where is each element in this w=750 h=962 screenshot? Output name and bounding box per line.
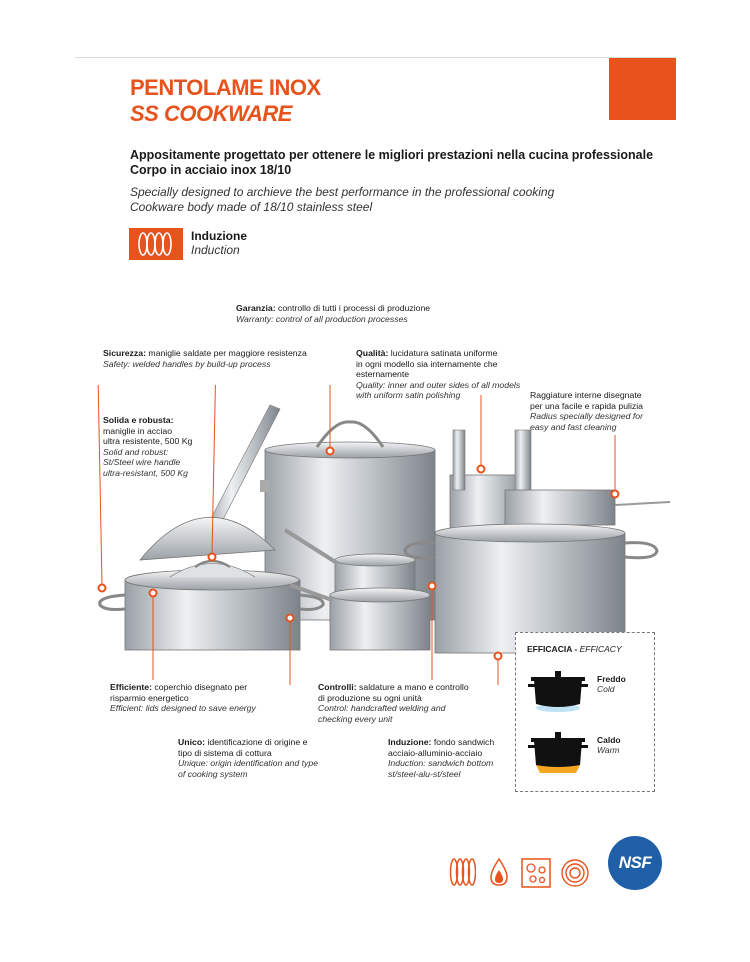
note-induzione-en-1: Induction: sandwich bottom [388,758,494,768]
note-unico-key: Unico: [178,737,206,747]
note-solida [103,415,233,478]
note-controlli [318,682,493,724]
note-unico-it-1: identificazione di origine e [205,737,308,747]
page-subtitle: SS COOKWARE [130,101,292,126]
efficacy-title-it: EFFICACIA - [527,644,580,654]
callout-dot-garanzia [327,448,334,455]
description-italian [130,148,690,178]
note-raggiature-en-1: Radius specially designed for [530,411,644,421]
induction-icon [129,228,183,260]
note-efficiente [110,682,280,714]
efficacy-cold [597,674,626,694]
note-solida-it-2: ultra resistente, 500 Kg [103,436,193,446]
note-controlli-en-2: checking every unit [318,713,393,724]
note-unico-en-1: Unique: origin identification and type [178,758,319,768]
note-garanzia-en: Warranty: control of all production processes [236,313,408,324]
note-qualita-key: Qualità: [356,348,389,358]
callout-dot-controlli [429,583,436,590]
note-efficiente-key: Efficiente: [110,682,152,692]
description-it-line-1: Appositamente progettato per ottenere le migliori prestazioni nella cucina professionale [130,148,654,162]
note-solida-en-1: Solid and robust: [103,446,169,457]
induction-sublabel: Induction [191,243,240,257]
note-controlli-it-2: di produzione su ogni unità [318,692,422,703]
description-english [130,185,690,215]
note-solida-it-1: maniglie in acciao [103,425,173,436]
efficacy-warm [597,735,621,755]
note-controlli-key: Controlli: [318,682,357,692]
gas-flame-icon [488,856,510,888]
domed-lid [140,517,275,560]
efficacy-title [527,644,622,654]
note-controlli-it-1: saldature a mano e controllo [356,682,469,692]
note-solida-en-3: ultra-resistant, 500 Kg [103,467,188,478]
note-induzione-en-2: st/steel-alu-st/steel [388,768,461,779]
callout-dot-efficiente [150,590,157,597]
note-unico-en-2: of cooking system [178,768,248,779]
note-qualita-it-2: in ogni modello sia internamente che [356,358,498,369]
nsf-badge-text: NSF [618,853,652,872]
note-raggiature-en-2: easy and fast cleaning [530,421,617,432]
description-en-line-1: Specially designed to archieve the best performance in the professional cooking [130,185,555,199]
note-raggiature-it-2: per una facile e rapida pulizia [530,400,644,411]
page-title: PENTOLAME INOX [130,75,321,100]
note-sicurezza-key: Sicurezza: [103,348,146,358]
callout-dot-qualita [478,466,485,473]
note-efficiente-it-1: coperchio disegnato per [152,682,248,692]
note-induzione-it-2: acciaio-alluminio-acciaio [388,747,483,758]
note-unico-it-2: tipo di sistema di cottura [178,747,272,758]
induction-coil-icon [448,856,476,888]
warm-pot-icon [528,725,592,777]
note-raggiature [530,390,670,432]
top-rule [75,57,676,58]
callout-dot-raggiature [612,491,619,498]
note-induzione-key: Induzione: [388,737,432,747]
note-qualita [356,348,531,401]
description-en-line-2: Cookware body made of 18/10 stainless steel [130,200,373,214]
note-induzione [388,737,518,779]
note-garanzia-it: controllo di tutti i processi di produzione [275,303,431,313]
callout-line-sicurezza [85,385,102,585]
electric-hob-icon [521,858,551,888]
efficacy-cold-label: Freddo [597,674,626,684]
note-qualita-it-3: esternamente [356,369,410,379]
note-solida-key: Solida e robusta: [103,415,174,425]
note-induzione-it-1: fondo sandwich [431,737,495,747]
note-solida-en-2: St/Steel wire handle [103,457,181,467]
description-it-line-2: Corpo in acciaio inox 18/10 [130,163,292,177]
efficacy-title-en: EFFICACY [579,644,622,654]
brand-color-block [609,58,676,120]
note-efficiente-en: Efficient: lids designed to save energy [110,703,256,713]
induction-label: Induzione [191,229,247,243]
efficacy-warm-sub: Warm [597,745,620,755]
callout-dot-solida [209,554,216,561]
callout-dot-sicurezza [99,585,106,592]
note-garanzia [236,303,496,324]
radiant-plate-icon [560,858,590,888]
efficacy-cold-sub: Cold [597,684,615,694]
note-controlli-en-1: Control: handcrafted welding and [318,703,446,713]
pasta-cooker [450,430,670,535]
cold-pot-icon [528,664,592,714]
note-sicurezza [103,348,343,369]
note-qualita-en-2: with uniform satin polishing [356,390,461,400]
note-raggiature-it-1: Raggiature interne disegnate [530,390,642,400]
callout-dot-unico [287,615,294,622]
nsf-badge [608,836,662,890]
note-qualita-it-1: lucidatura satinata uniforme [388,348,498,358]
note-sicurezza-en: Safety: welded handles by build-up process [103,358,271,369]
note-unico [178,737,348,779]
note-efficiente-it-2: risparmio energetico [110,692,189,703]
note-garanzia-key: Garanzia: [236,303,276,313]
efficacy-warm-label: Caldo [597,735,621,745]
callout-dot-induzione [495,653,502,660]
note-qualita-en-1: Quality: inner and outer sides of all models [356,379,521,390]
note-sicurezza-it: maniglie saldate per maggiore resistenza [145,348,307,358]
